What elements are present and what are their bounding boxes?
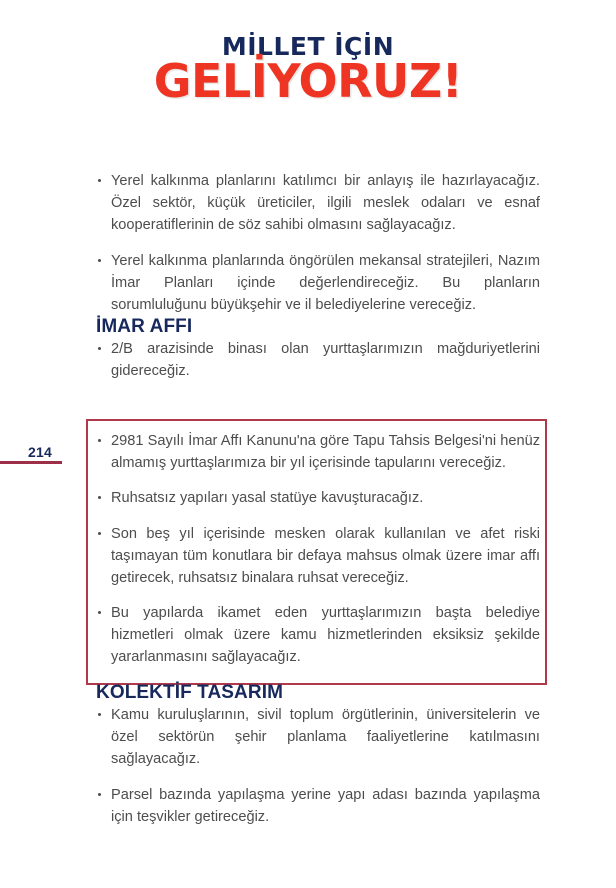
list-item: 2/B arazisinde binası olan yurttaşlarımızın mağduriyetlerini gidereceğiz. xyxy=(96,338,540,382)
section-heading-imar-affi: İMAR AFFI xyxy=(96,316,193,338)
kolektif-tasarim-section xyxy=(96,682,540,828)
list-item: Ruhsatsız yapıları yasal statüye kavuşturacağız. xyxy=(96,487,540,509)
folio-rule xyxy=(0,461,62,464)
campaign-logo xyxy=(0,32,616,108)
list-item: Kamu kuruluşlarının, sivil toplum örgütlerinin, üniversitelerin ve özel sektörün şehir planlama faaliyetlerine katılmasını sağlayacağız. xyxy=(96,704,540,771)
list-item: Bu yapılarda ikamet eden yurttaşlarımızın başta belediye hizmetleri olmak üzere kamu hizmetlerinden eksiksiz şekilde yararlanmasını sağlayacağız. xyxy=(96,602,540,669)
highlighted-content xyxy=(96,430,540,669)
boxed-bullet-list xyxy=(96,430,540,669)
list-item: Yerel kalkınma planlarını katılımcı bir anlayış ile hazırlayacağız. Özel sektör, küçük üreticiler, ilgili meslek odaları ve esnaf kooperatiflerinin de söz sahibi olmasını sağlayacağız. xyxy=(96,170,540,237)
logo-line-geliyoruz: GELİYORUZ! xyxy=(153,54,463,108)
intro-bullet-list xyxy=(96,170,540,316)
kolektif-tasarim-bullet-list xyxy=(96,704,540,828)
list-item: Yerel kalkınma planlarında öngörülen mekansal stratejileri, Nazım İmar Planları içinde değerlendireceğiz. Bu planların sorumluluğunu büyükşehir ve il belediyelerine vereceğiz. xyxy=(96,250,540,317)
imar-affi-bullet-list xyxy=(96,338,540,382)
logo-line-millet-icin: MİLLET İÇİN xyxy=(221,32,395,61)
main-content-column xyxy=(96,170,540,382)
section-heading-kolektif-tasarim: KOLEKTİF TASARIM xyxy=(96,682,284,703)
page-number: 214 xyxy=(28,444,52,460)
list-item: Parsel bazında yapılaşma yerine yapı adası bazında yapılaşma için teşvikler getireceğiz. xyxy=(96,784,540,828)
list-item: Son beş yıl içerisinde mesken olarak kullanılan ve afet riski taşımayan tüm konutlara bir defaya mahsus olmak üzere imar affı getirecek, ruhsatsız binalara ruhsat vereceğiz. xyxy=(96,523,540,590)
list-item: 2981 Sayılı İmar Affı Kanunu'na göre Tapu Tahsis Belgesi'ni henüz almamış yurttaşlarımıza bir yıl içerisinde tapularını vereceğiz. xyxy=(96,430,540,474)
